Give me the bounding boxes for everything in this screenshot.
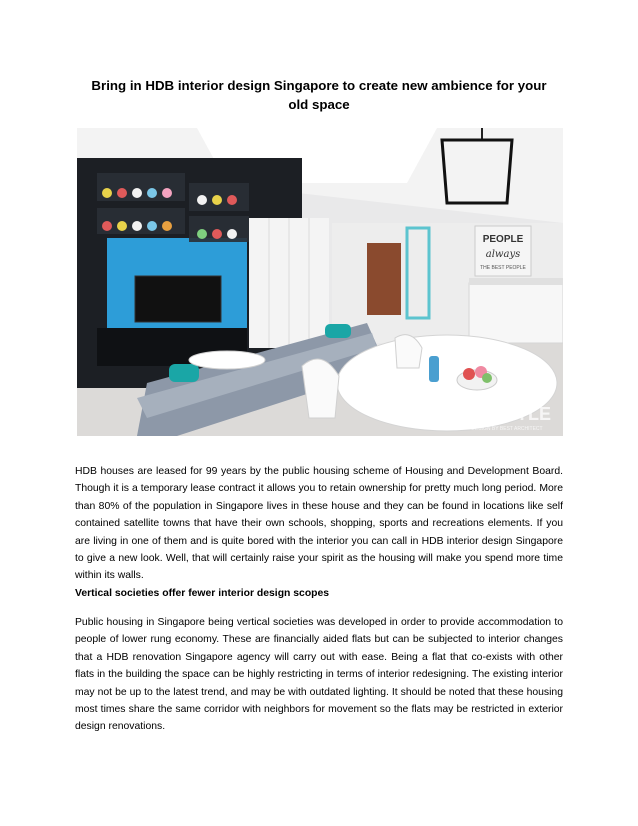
document-title: Bring in HDB interior design Singapore to create new ambience for your old space [91, 78, 547, 112]
interior-photo [77, 128, 563, 436]
paragraph-2: Public housing in Singapore being vertical societies was developed in order to provide accommodation to people of lower rung economy. These are financially aided flats but can be subjected to interior changes that a HDB renovation Singapore agency will carry out with ease. Being a flat that co-exists with other flats in the building the space can be highly restricting in terms of interior redesigning. The existing interior may not be up to the latest trend, and may be with outdated lighting. It should be noted that these housing most times share the same corridor with neighbors for movement so the flats may be restricted in exterior design renovations. [75, 617, 563, 733]
poster-text-script: always [485, 249, 521, 260]
photo-watermark-subtext: DESIGN BY BEST ARCHITECT [471, 426, 543, 432]
poster-text-bottom: THE BEST PEOPLE [480, 265, 526, 271]
paragraph-1: HDB houses are leased for 99 years by the public housing scheme of Housing and Development Board. Though it is a temporary lease contract it allows you to retain ownership for pretty much long period. More than 80% of the population in Singapore lives in these house and they can be found in locations like self contained satellite towns that have their own schools, shopping, sports and recreations elements. If you are living in one of them and is quite bored with the interior you can call in HDB interior design Singapore to give a new look. Well, that will certainly raise your spirit as the housing will make you spend more time within its walls. [75, 466, 563, 582]
section-heading: Vertical societies offer fewer interior design scopes [75, 588, 330, 599]
poster-text-top: PEOPLE [482, 234, 524, 245]
photo-watermark: BE STYLE [462, 404, 552, 424]
